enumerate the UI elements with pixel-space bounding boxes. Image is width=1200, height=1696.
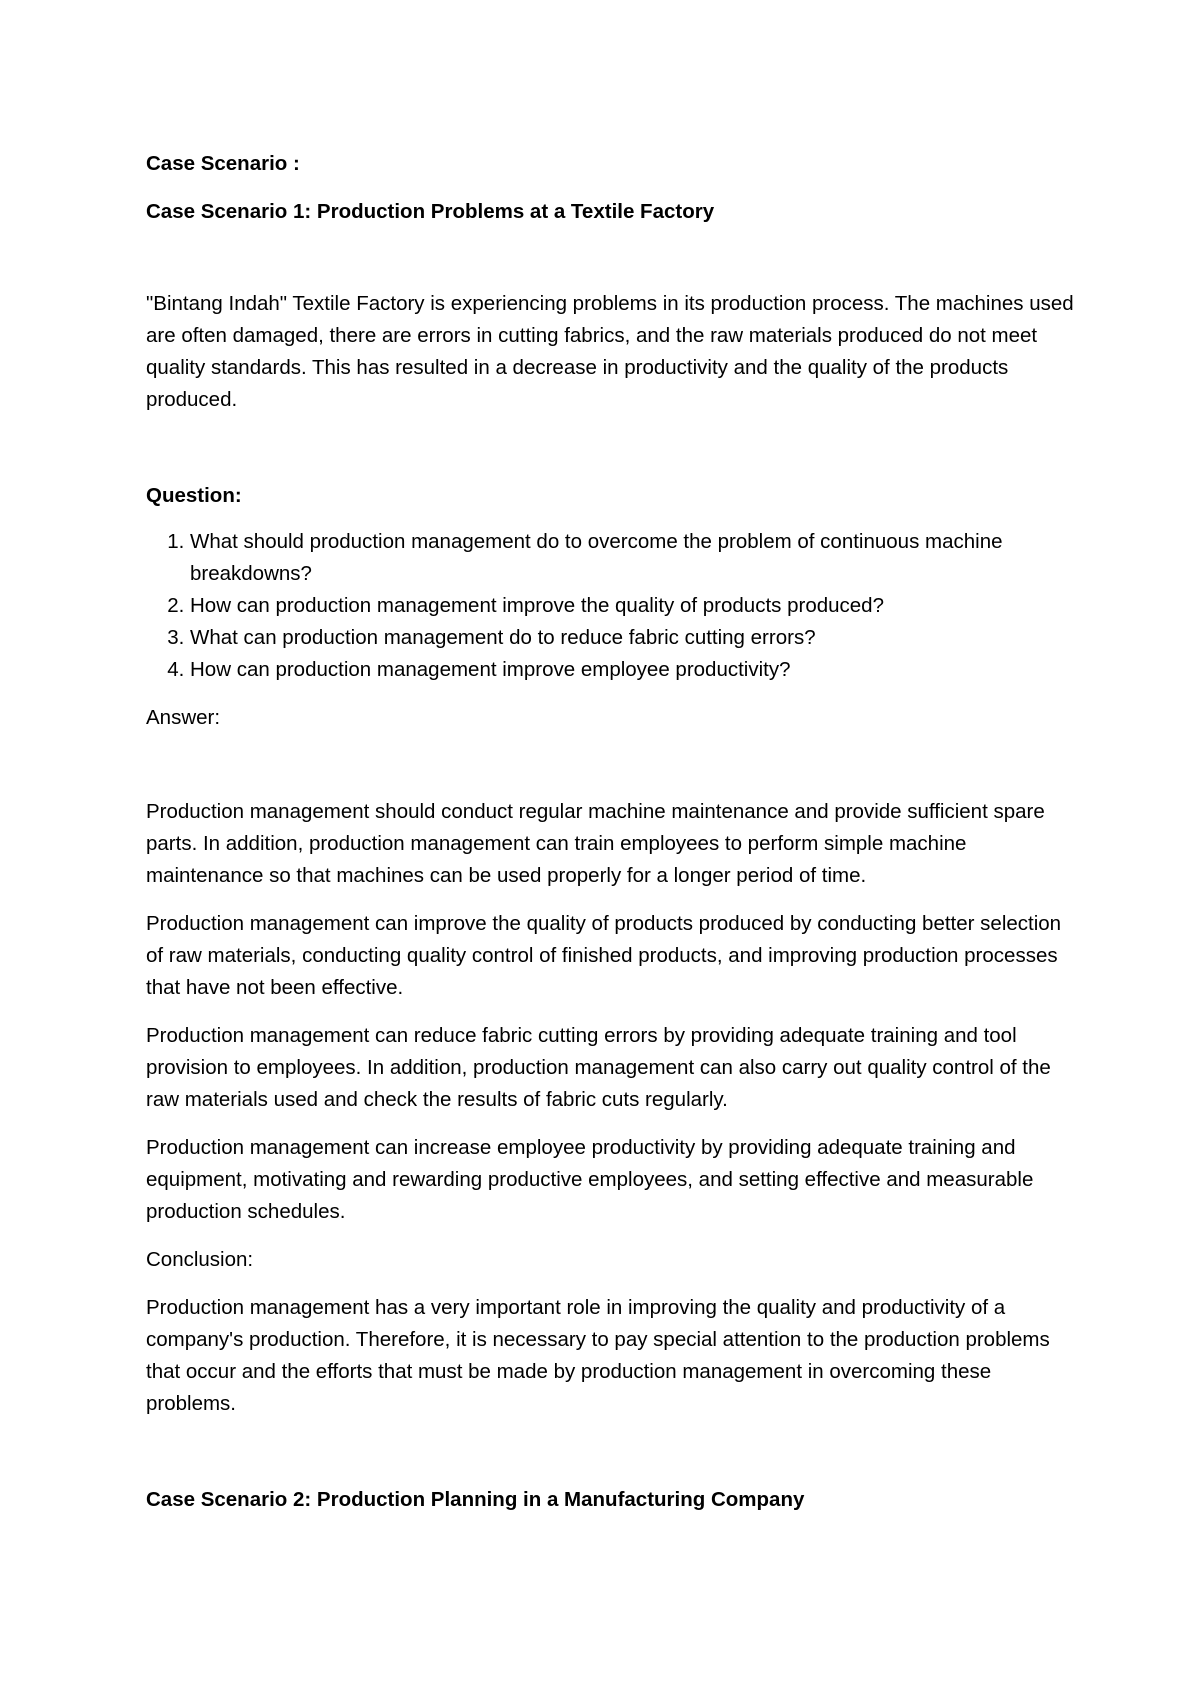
question-label: Question: [146, 484, 242, 507]
case-1-intro: "Bintang Indah" Textile Factory is experiencing problems in its production process. The machines used are often damaged, there are errors in cutting fabrics, and the raw materials produced do not meet quality standards. This has resulted in a decrease in productivity and the quality of the products produced. [146, 292, 1074, 411]
question-list [146, 526, 1076, 686]
case-2-heading: Case Scenario 2: Production Planning in a Manufacturing Company [146, 1488, 805, 1511]
question-item: 3. What can production management do to reduce fabric cutting errors? [190, 622, 1076, 654]
question-item: 1. What should production management do to overcome the problem of continuous machine breakdowns? [190, 526, 1076, 590]
conclusion-paragraph: Production management has a very important role in improving the quality and productivity of a company's production. Therefore, it is necessary to pay special attention to the production problems that occur and the efforts that must be made by production management in overcoming these problems. [146, 1296, 1050, 1415]
question-item: 4. How can production management improve employee productivity? [190, 654, 1076, 686]
document-title: Case Scenario : [146, 152, 300, 175]
conclusion-label: Conclusion: [146, 1248, 254, 1271]
answer-paragraph: Production management can increase employee productivity by providing adequate training and equipment, motivating and rewarding productive employees, and setting effective and measurable production schedules. [146, 1136, 1034, 1223]
answer-paragraph: Production management can reduce fabric cutting errors by providing adequate training and tool provision to employees. In addition, production management can also carry out quality control of the raw materials used and check the results of fabric cuts regularly. [146, 1024, 1051, 1111]
answer-paragraph: Production management can improve the quality of products produced by conducting better selection of raw materials, conducting quality control of finished products, and improving production processes that have not been effective. [146, 912, 1062, 999]
document-body [146, 148, 1076, 1516]
question-item: 2. How can production management improve the quality of products produced? [190, 590, 1076, 622]
case-1-heading: Case Scenario 1: Production Problems at a Textile Factory [146, 200, 715, 223]
answer-label: Answer: [146, 706, 221, 729]
answer-paragraph: Production management should conduct regular machine maintenance and provide sufficient spare parts. In addition, production management can train employees to perform simple machine maintenance so that machines can be used properly for a longer period of time. [146, 800, 1045, 887]
